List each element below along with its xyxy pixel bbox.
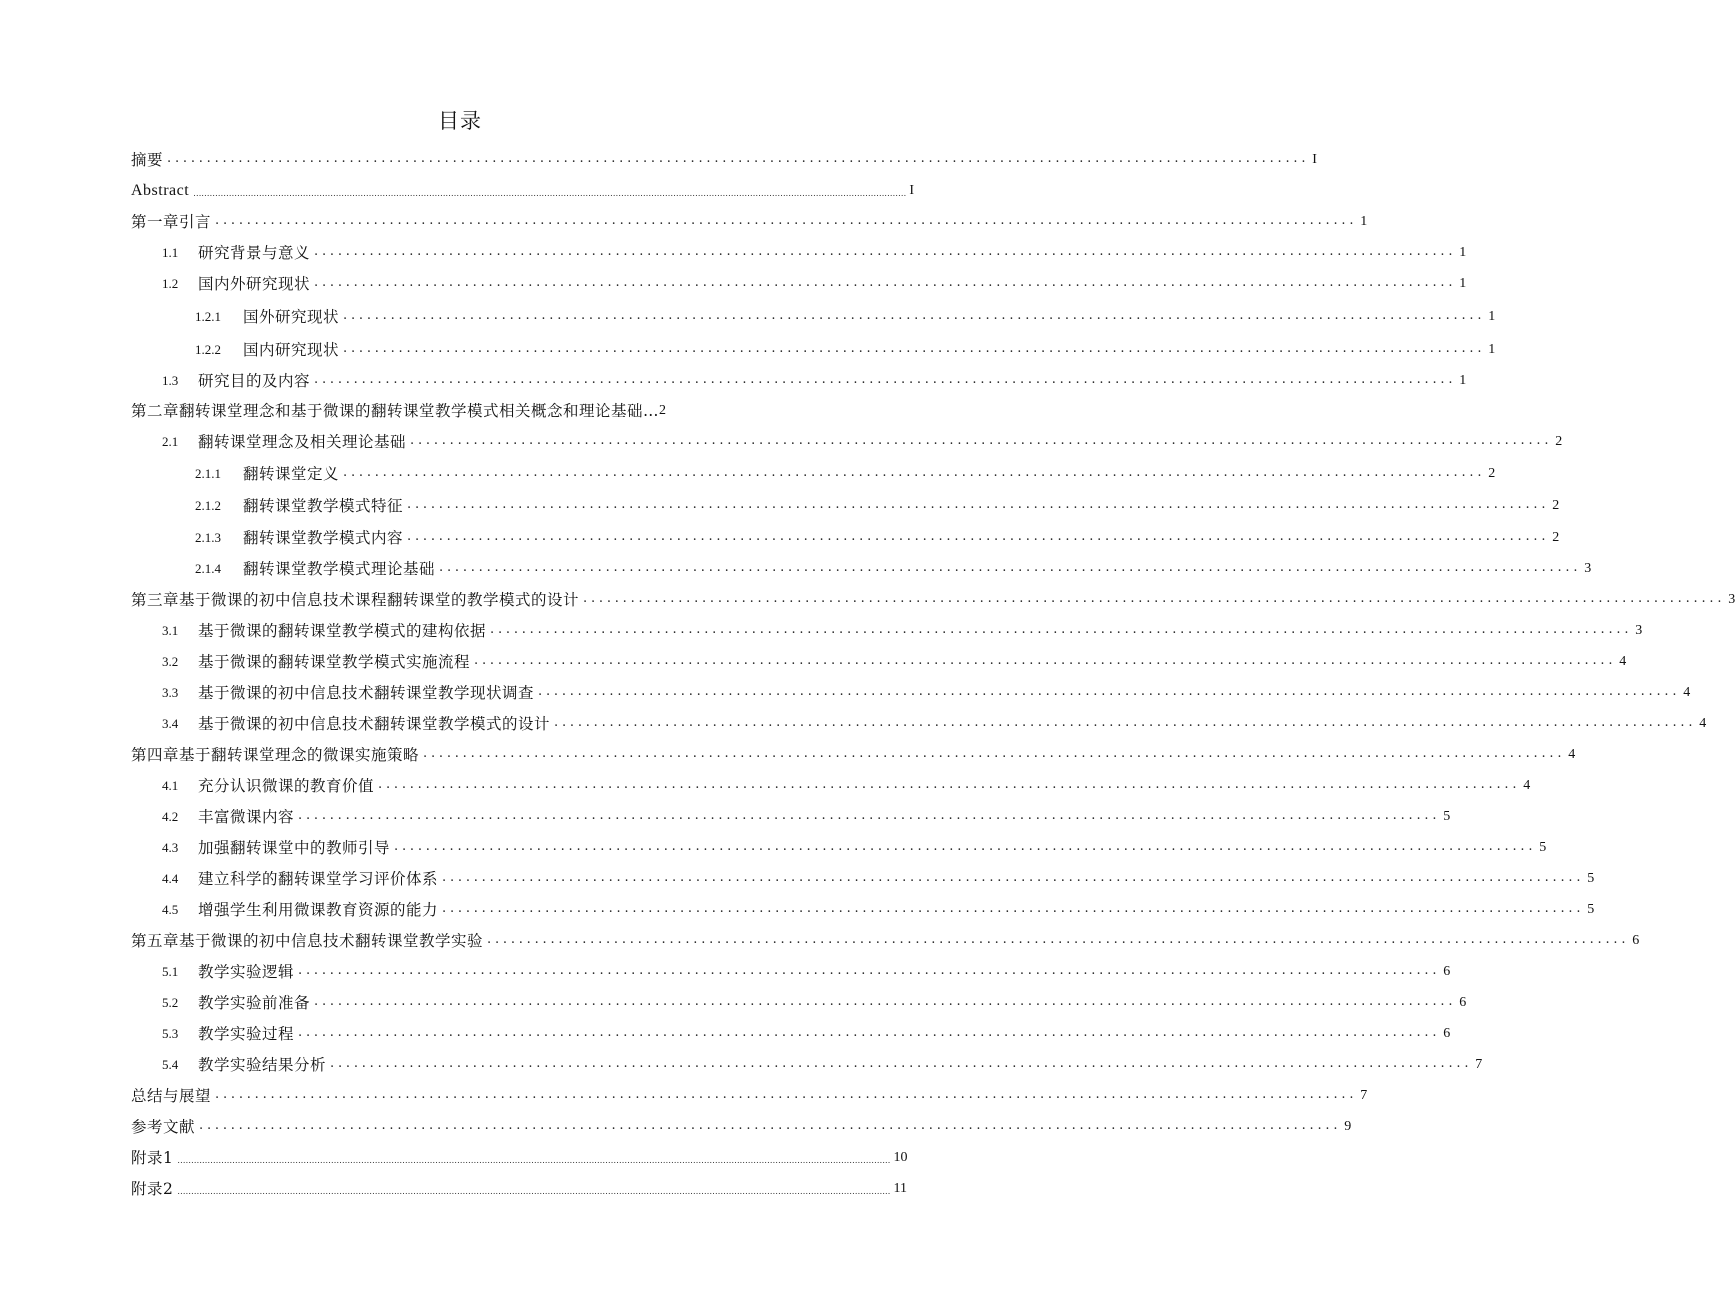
toc-entry-text: 充分认识微课的教育价值 [198,777,375,795]
toc-entry-text: 丰富微课内容 [198,808,295,826]
dot-leader: ................................................................................................................................................ [343,308,1486,323]
toc-entry-text: 参考文献 [131,1118,196,1136]
toc-entry-number: 3.1 [162,623,179,638]
toc-entry-page: 5 [1443,809,1451,824]
dot-leader: ................................................................................................................................................ [298,808,1441,823]
toc-entry-number: 4.3 [162,840,179,855]
toc-entry-number: 4.4 [162,871,179,886]
dot-leader: ................................................................................................................................................ [439,560,1582,575]
toc-entry-page: 3 [1728,592,1735,607]
toc-entry[interactable] [131,208,1368,232]
toc-entry-number: 2.1.4 [195,561,221,576]
dot-leader: .................................................................................................................................................................................................................................................................... [193,189,907,198]
toc-entry-text: 教学实验结果分析 [198,1056,327,1074]
toc-entry-page: 4 [1683,685,1691,700]
toc-entry-text: 国内研究现状 [243,341,340,359]
dot-leader: .................................................................................................................................................................................................................................................................... [177,1156,891,1165]
toc-entry-number: 2.1.2 [195,498,221,513]
toc-entry-text: 翻转课堂教学模式内容 [243,529,404,547]
toc-entry-text: 第五章基于微课的初中信息技术翻转课堂教学实验 [131,932,484,950]
dot-leader: ................................................................................................................................................ [314,994,1457,1009]
dot-leader: .................................................................................................................................................................................................................................................................... [177,1187,891,1196]
toc-entry-number: 4.2 [162,809,179,824]
dot-leader: ................................................................................................................................................ [442,901,1585,916]
dot-leader: ................................................................................................................................................ [474,653,1617,668]
dot-leader: ................................................................................................................................................ [394,839,1537,854]
dot-leader: ................................................................................................................................................ [407,529,1550,544]
toc-entry-text: 增强学生利用微课教育资源的能力 [198,901,439,919]
toc-entry-text: 研究目的及内容 [198,372,311,390]
toc-entry[interactable] [162,834,1547,858]
toc-entry-page: 1 [1488,342,1496,357]
toc-entry-text: 基于微课的翻转课堂教学模式实施流程 [198,653,471,671]
toc-entry-text: 翻转课堂定义 [243,465,340,483]
toc-entry-text: 加强翻转课堂中的教师引导 [198,839,391,857]
toc-entry-page: 7 [1475,1057,1483,1072]
toc-entry[interactable] [131,741,1576,765]
dot-leader: ................................................................................................................................................ [330,1056,1473,1071]
dot-leader: ................................................................................................................................................ [538,684,1681,699]
toc-entry-text: 基于微课的初中信息技术翻转课堂教学现状调查 [198,684,535,702]
toc-entry-number: 3.4 [162,716,179,731]
toc-entry-text: 第三章基于微课的初中信息技术课程翻转课堂的教学模式的设计 [131,591,580,609]
toc-entry-page: 3 [1584,561,1592,576]
dot-leader: ................................................................................................................................................ [583,591,1726,606]
toc-entry-number: 1.2 [162,276,179,291]
toc-entry-page: 6 [1443,964,1451,979]
toc-entry-text: 基于微课的翻转课堂教学模式的建构依据 [198,622,487,640]
toc-entry[interactable] [162,710,1707,734]
toc-entry[interactable] [131,586,1735,610]
toc-entry-page: 1 [1459,245,1467,260]
toc-entry-number: 5.3 [162,1026,179,1041]
toc-entry[interactable] [162,648,1627,672]
toc-entry-number: 1.1 [162,245,179,260]
toc-entry-page: 5 [1587,871,1595,886]
toc-entry-page: 2 [1552,498,1560,513]
toc-entry[interactable] [131,1144,908,1168]
toc-entry-number: 5.2 [162,995,179,1010]
toc-entry-page: 5 [1539,840,1547,855]
toc-entry-page: 7 [1360,1088,1368,1103]
toc-entry-text: 第二章翻转课堂理念和基于微课的翻转课堂教学模式相关概念和理论基础… [131,402,660,420]
toc-entry-page: 2 [1488,466,1496,481]
toc-entry-text: 国内外研究现状 [198,275,311,293]
toc-entry[interactable] [162,239,1467,263]
toc-entry-page: 6 [1632,933,1640,948]
toc-entry-page: 4 [1699,716,1707,731]
toc-entry-text: 教学实验过程 [198,1025,295,1043]
dot-leader: ................................................................................................................................................ [423,746,1566,761]
toc-entry-page: 4 [1619,654,1627,669]
toc-entry[interactable] [131,927,1640,951]
toc-entry-text: 国外研究现状 [243,308,340,326]
toc-entry-text: 附录2 [131,1180,174,1198]
toc-entry-text: 研究背景与意义 [198,244,311,262]
dot-leader: ................................................................................................................................................ [298,1025,1441,1040]
dot-leader: ................................................................................................................................................ [442,870,1585,885]
toc-entry-page: 2 [1552,530,1560,545]
toc-entry-text: 教学实验逻辑 [198,963,295,981]
toc-entry-text: 翻转课堂教学模式理论基础 [243,560,436,578]
dot-leader: ................................................................................................................................................ [215,213,1358,228]
toc-entry-page: 6 [1443,1026,1451,1041]
toc-entry-number: 2.1.1 [195,466,221,481]
toc-entry[interactable] [131,1175,908,1199]
toc-entry-page: 2 [659,403,667,418]
toc-entry-text: 第四章基于翻转课堂理念的微课实施策略 [131,746,420,764]
toc-entry[interactable] [162,1020,1451,1044]
toc-entry[interactable] [162,617,1643,641]
toc-entry-text: 教学实验前准备 [198,994,311,1012]
toc-entry-page: 1 [1488,309,1496,324]
toc-entry-text: 基于微课的初中信息技术翻转课堂教学模式的设计 [198,715,551,733]
toc-entry[interactable] [131,146,1317,170]
dot-leader: ................................................................................................................................................ [314,244,1457,259]
dot-leader: ................................................................................................................................................ [490,622,1633,637]
toc-entry[interactable] [131,177,915,201]
toc-entry[interactable] [195,460,1496,484]
toc-entry[interactable] [131,1113,1352,1137]
toc-entry[interactable] [162,367,1467,391]
toc-entry[interactable] [195,492,1560,516]
dot-leader: ................................................................................................................................................ [199,1118,1342,1133]
toc-entry[interactable] [195,555,1592,579]
toc-entry-text: 翻转课堂教学模式特征 [243,497,404,515]
dot-leader: ................................................................................................................................................ [487,932,1630,947]
dot-leader: ................................................................................................................................................ [378,777,1521,792]
toc-title: 目录 [438,109,482,133]
toc-entry-page: 10 [893,1150,908,1165]
toc-entry-text: 附录1 [131,1149,174,1167]
toc-entry[interactable] [131,1082,1368,1106]
dot-leader: ................................................................................................................................................ [314,275,1457,290]
toc-entry[interactable] [162,772,1531,796]
toc-entry-page: 1 [1459,276,1467,291]
toc-entry[interactable] [195,336,1496,360]
toc-entry-page: 11 [893,1181,908,1196]
toc-entry-number: 5.1 [162,964,179,979]
toc-entry-number: 4.1 [162,778,179,793]
toc-entry[interactable] [162,896,1595,920]
toc-entry-page: 5 [1587,902,1595,917]
dot-leader: ................................................................................................................................................ [410,433,1553,448]
dot-leader: ................................................................................................................................................ [554,715,1697,730]
toc-entry-page: 9 [1344,1119,1352,1134]
toc-entry[interactable] [162,989,1467,1013]
toc-entry-number: 3.3 [162,685,179,700]
toc-entry[interactable] [162,679,1691,703]
toc-entry-number: 2.1 [162,434,179,449]
dot-leader: ................................................................................................................................................ [298,963,1441,978]
toc-entry-number: 2.1.3 [195,530,221,545]
dot-leader: ................................................................................................................................................ [343,465,1486,480]
toc-entry[interactable] [162,958,1451,982]
toc-entry[interactable] [162,270,1467,294]
toc-entry-page: 4 [1568,747,1576,762]
toc-entry[interactable] [162,865,1595,889]
toc-entry-page: 3 [1635,623,1643,638]
toc-entry-page: 6 [1459,995,1467,1010]
toc-entry[interactable] [162,1051,1483,1075]
dot-leader: ................................................................................................................................................ [314,372,1457,387]
toc-entry-text: Abstract [131,182,190,199]
toc-entry-page: 2 [1555,434,1563,449]
toc-entry-page: 4 [1523,778,1531,793]
toc-entry[interactable] [195,524,1560,548]
toc-entry-text: 总结与展望 [131,1087,212,1105]
toc-entry-number: 1.3 [162,373,179,388]
toc-entry-text: 建立科学的翻转课堂学习评价体系 [198,870,439,888]
toc-entry-page: I [909,183,915,198]
toc-entry-number: 3.2 [162,654,179,669]
toc-entry-text: 翻转课堂理念及相关理论基础 [198,433,407,451]
dot-leader: ................................................................................................................................................ [343,341,1486,356]
toc-entry-text: 第一章引言 [131,213,212,231]
toc-entry[interactable] [162,428,1563,452]
toc-entry-number: 4.5 [162,902,179,917]
toc-entry-page: 1 [1360,214,1368,229]
toc-entry[interactable] [131,397,768,421]
toc-entry[interactable] [195,303,1496,327]
toc-entry-page: I [1312,152,1317,167]
dot-leader: ................................................................................................................................................ [167,151,1310,166]
toc-entry-number: 1.2.2 [195,342,221,357]
toc-entry-number: 1.2.1 [195,309,221,324]
toc-entry-number: 5.4 [162,1057,179,1072]
dot-leader: ................................................................................................................................................ [215,1087,1358,1102]
toc-entry-text: 摘要 [131,151,164,169]
toc-entry[interactable] [162,803,1451,827]
toc-entry-page: 1 [1459,373,1467,388]
dot-leader: ................................................................................................................................................ [407,497,1550,512]
